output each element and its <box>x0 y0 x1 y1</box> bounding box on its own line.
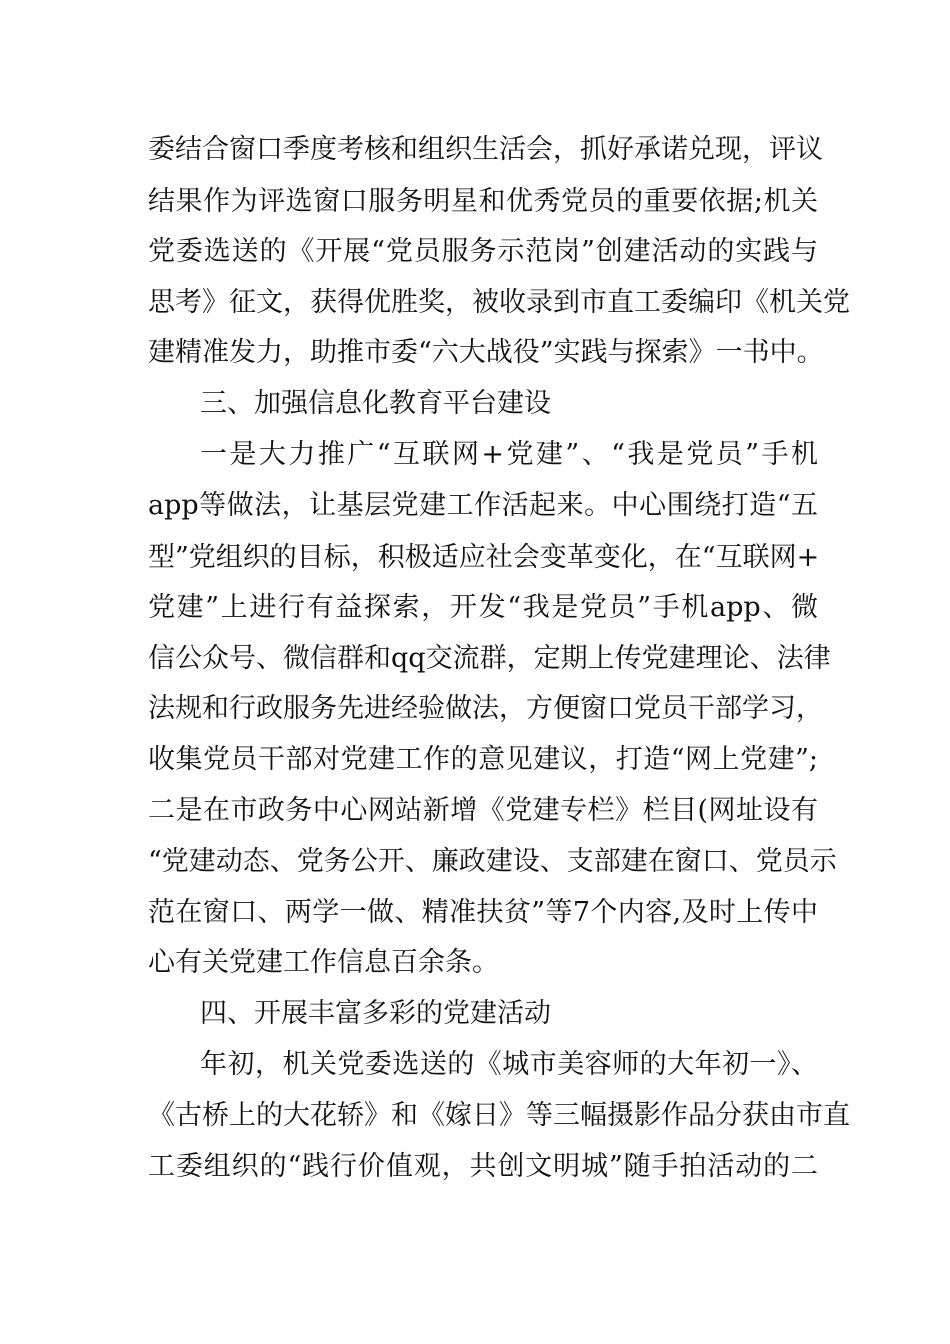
text-line: 工委组织的“践行价值观，共创文明城”随手拍活动的二 <box>148 1151 818 1182</box>
section-heading: 四、开展丰富多彩的党建活动 <box>200 998 551 1029</box>
text-line: 委结合窗口季度考核和组织生活会，抓好承诺兑现，评议 <box>148 134 823 165</box>
text-line: 收集党员干部对党建工作的意见建议，打造“网上党建”; <box>148 744 818 775</box>
text-line: app等做法，让基层党建工作活起来。中心围绕打造“五 <box>148 490 818 521</box>
text-line: 党委选送的《开展“党员服务示范岗”创建活动的实践与 <box>148 236 818 267</box>
text-line: 法规和行政服务先进经验做法，方便窗口党员干部学习， <box>148 693 823 724</box>
text-line: “党建动态、党务公开、廉政建设、支部建在窗口、党员示 <box>148 846 837 877</box>
text-line: 思考》征文，获得优胜奖，被收录到市直工委编印《机关党 <box>148 287 850 318</box>
text-line: 年初，机关党委选送的《城市美容师的大年初一》、 <box>200 1049 818 1080</box>
text-line: 信公众号、微信群和qq交流群，定期上传党建理论、法律 <box>148 643 831 674</box>
text-line: 结果作为评选窗口服务明星和优秀党员的重要依据;机关 <box>148 186 818 217</box>
text-line: 范在窗口、两学一做、精准扶贫”等7个内容,及时上传中 <box>148 897 818 928</box>
text-line: 《古桥上的大花轿》和《嫁日》等三幅摄影作品分获由市直 <box>148 1100 850 1131</box>
text-line: 型”党组织的目标，积极适应社会变革变化，在“互联网+ <box>148 542 820 573</box>
text-line: 一是大力推广“互联网+党建”、“我是党员”手机 <box>200 439 818 470</box>
text-line: 心有关党建工作信息百余条。 <box>148 947 499 978</box>
text-line: 党建”上进行有益探索，开发“我是党员”手机app、微 <box>148 592 818 623</box>
section-heading: 三、加强信息化教育平台建设 <box>200 388 551 419</box>
text-line: 建精准发力，助推市委“六大战役”实践与探索》一书中。 <box>148 337 824 368</box>
text-line: 二是在市政务中心网站新增《党建专栏》栏目(网址设有 <box>148 795 818 826</box>
